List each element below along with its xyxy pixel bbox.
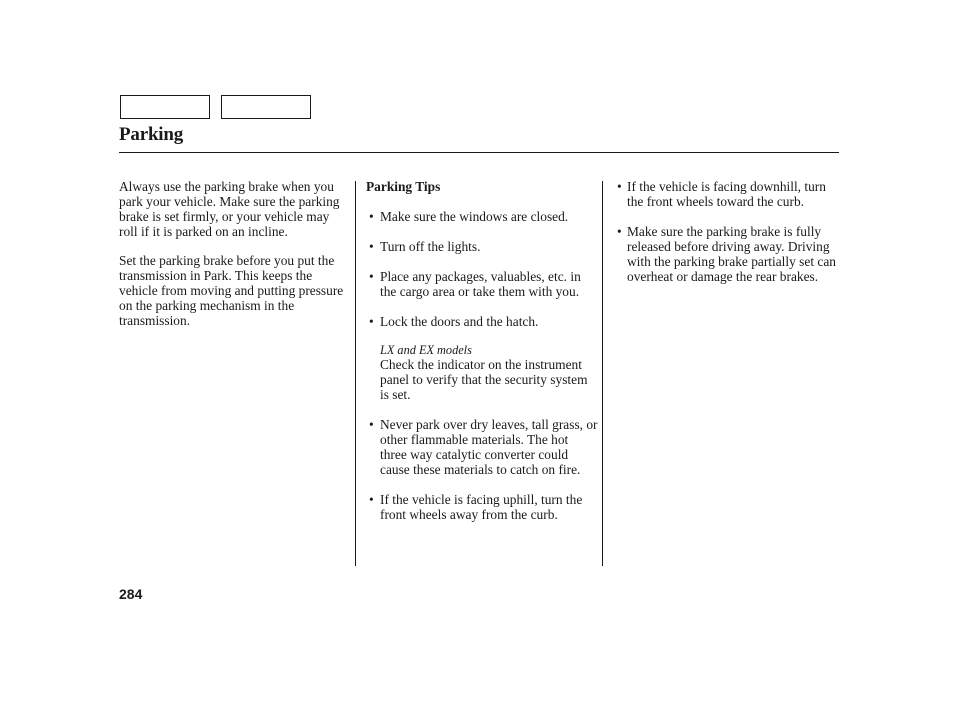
model-note-label: LX and EX models: [380, 343, 472, 358]
section-tab-2[interactable]: [221, 95, 311, 119]
list-item: [366, 418, 598, 478]
bullet-icon: •: [369, 238, 374, 254]
bullet-icon: •: [369, 313, 374, 329]
list-item: [366, 493, 598, 523]
model-note-text: Check the indicator on the instrument panel to verify that the security system is set.: [380, 357, 588, 403]
list-item-text: Lock the doors and the hatch.: [380, 313, 539, 329]
parking-tips-list: [366, 210, 598, 523]
list-item-text: Turn off the lights.: [380, 238, 481, 254]
bullet-icon: •: [369, 491, 374, 507]
intro-paragraph-1: Always use the parking brake when you park your vehicle. Make sure the parking brake is set firmly, or your vehicle may roll if it is parked on an incline.: [119, 179, 340, 239]
list-item: [366, 240, 598, 255]
list-item: [616, 225, 840, 285]
bullet-icon: •: [617, 179, 622, 194]
section-tab-1[interactable]: [120, 95, 210, 119]
bullet-icon: •: [369, 208, 374, 224]
list-item: [366, 315, 598, 404]
column-parking-tips-continued: [616, 180, 840, 299]
column-divider: [355, 181, 356, 566]
bullet-icon: •: [369, 268, 374, 284]
parking-tips-heading: Parking Tips: [366, 179, 441, 194]
column-intro: [119, 180, 347, 343]
list-item-text: Make sure the windows are closed.: [380, 208, 569, 224]
page-title: Parking: [119, 124, 184, 145]
column-parking-tips: [366, 180, 598, 538]
bullet-icon: •: [369, 417, 374, 433]
list-item-text: If the vehicle is facing downhill, turn the front wheels toward the curb.: [627, 179, 826, 209]
parking-tips-list-continued: [616, 180, 840, 284]
page-number: 284: [119, 586, 143, 602]
list-item-text: Make sure the parking brake is fully released before driving away. Driving with the parking brake partially set can overheat or damage the rear brakes.: [627, 223, 836, 284]
bullet-icon: •: [617, 223, 622, 239]
list-item: [616, 180, 840, 210]
title-divider: [119, 152, 839, 153]
list-item: [366, 210, 598, 225]
list-item: [366, 270, 598, 300]
intro-paragraph-2: Set the parking brake before you put the transmission in Park. This keeps the vehicle from moving and putting pressure on the parking mechanism in the transmission.: [119, 253, 344, 328]
list-item-text: If the vehicle is facing uphill, turn the front wheels away from the curb.: [380, 491, 583, 522]
column-divider: [602, 181, 603, 566]
list-item-text: Place any packages, valuables, etc. in the cargo area or take them with you.: [380, 268, 581, 299]
list-item-text: Never park over dry leaves, tall grass, or other flammable materials. The hot three way catalytic converter could cause these materials to catch on fire.: [380, 417, 598, 477]
